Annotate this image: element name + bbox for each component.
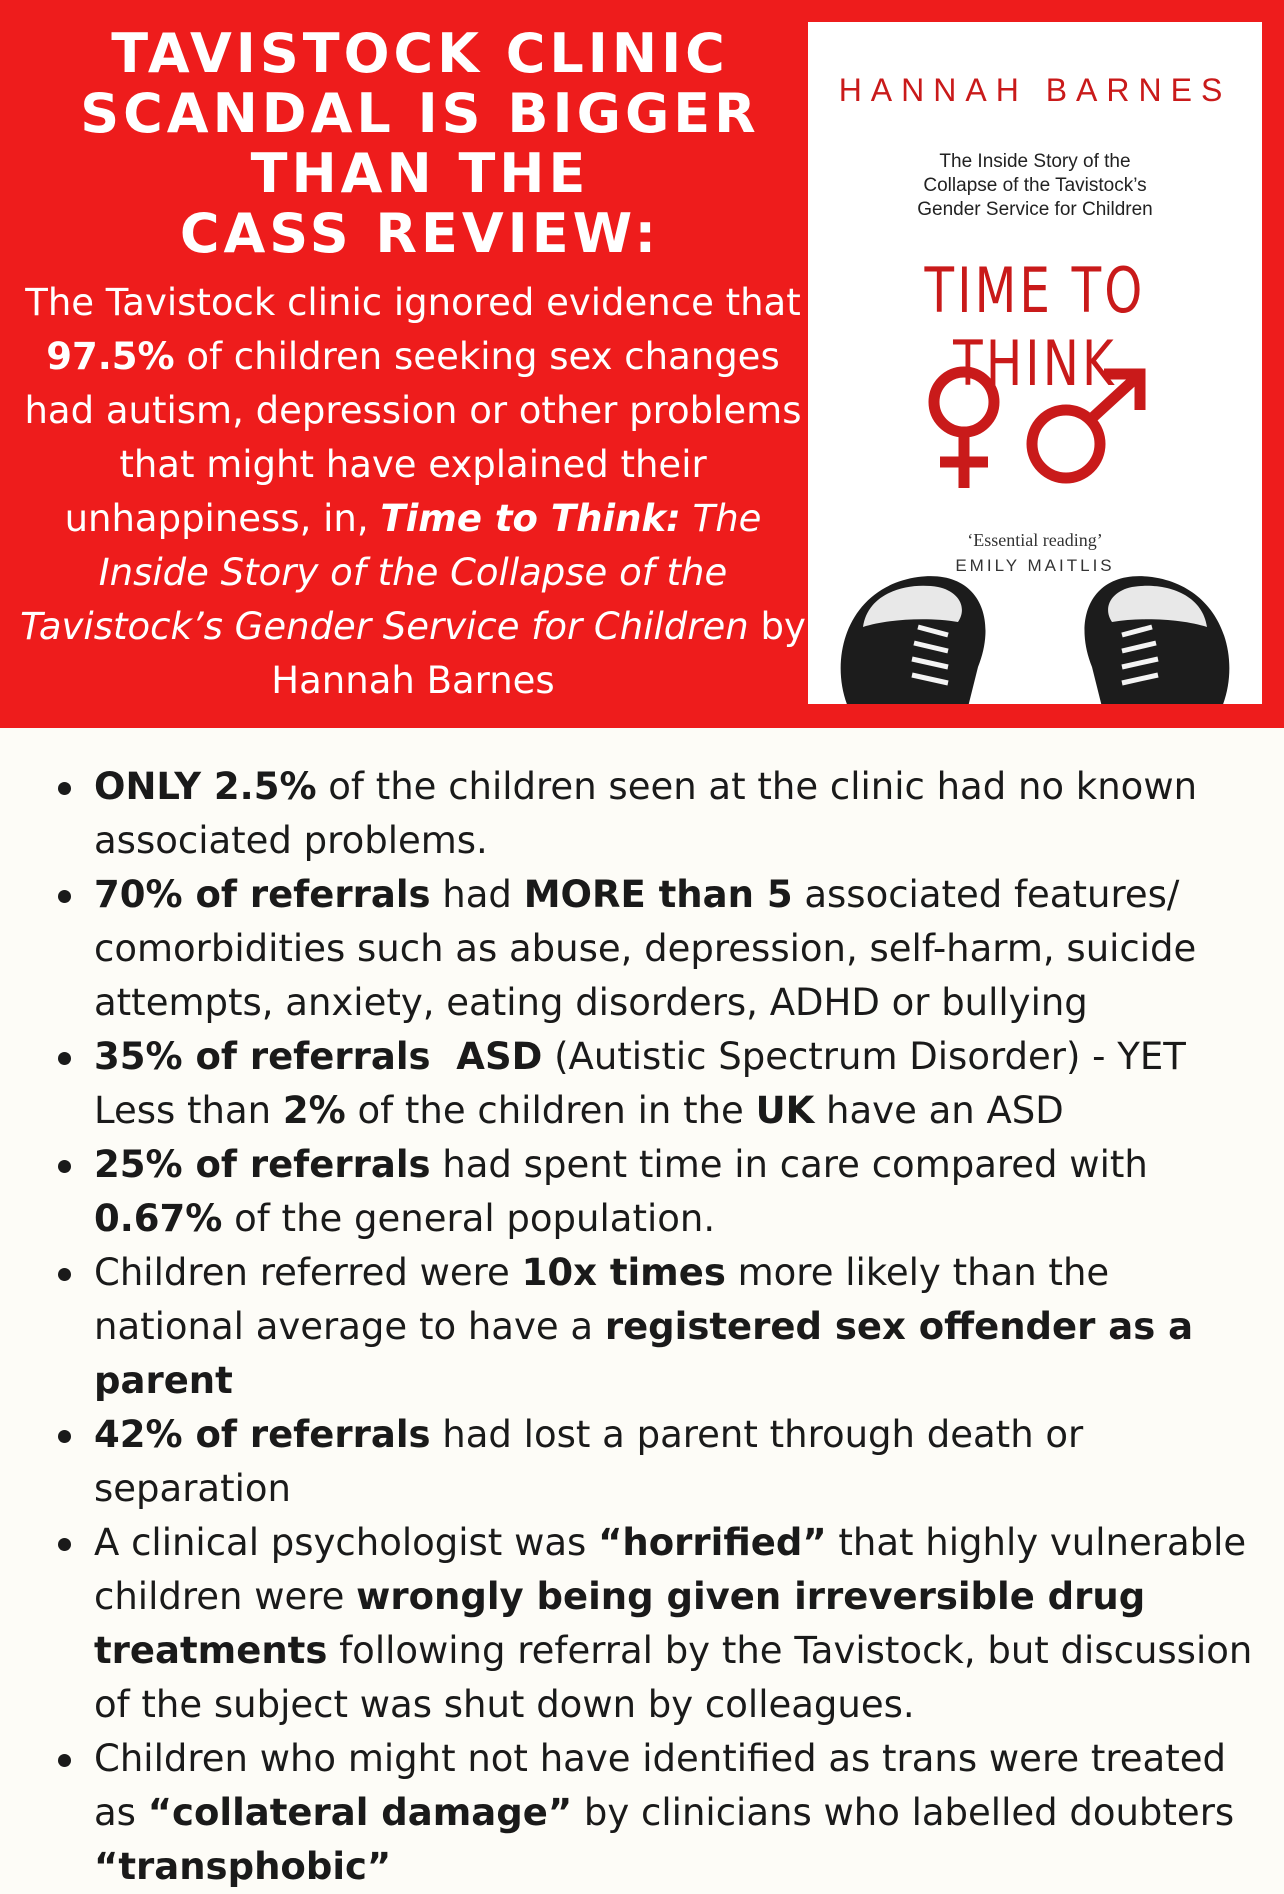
- fact-highlight: registered sex offender as a parent: [94, 1305, 1194, 1402]
- fact-highlight: 35% of referrals ASD: [94, 1035, 543, 1078]
- right-sneaker-icon: [1085, 576, 1230, 704]
- fact-text: associated features/ comorbidities such as abuse, depression, self-harm, suicide attempts, anxiety, eating disorders, ADHD or bullying: [94, 873, 1197, 1024]
- red-banner: [0, 0, 1284, 728]
- fact-text: Children who might not have identified as trans were treated as: [94, 1737, 1226, 1834]
- list-item: [48, 1516, 1258, 1732]
- list-item: [48, 1408, 1258, 1516]
- fact-highlight: ONLY 2.5%: [94, 765, 317, 808]
- fact-highlight: wrongly being given irreversible drug treatments: [94, 1575, 1146, 1672]
- headline-line-2: SCANDAL IS BIGGER: [80, 82, 760, 145]
- headline-line-3: THAN THE: [250, 142, 590, 205]
- fact-highlight: 25% of referrals: [94, 1143, 431, 1186]
- fact-text: A clinical psychologist was: [94, 1521, 599, 1564]
- book-author: HANNAH BARNES: [838, 72, 1232, 108]
- book-subtitle-line: Gender Service for Children: [917, 199, 1153, 220]
- list-item: [48, 760, 1258, 868]
- fact-text: had lost a parent through death or separation: [94, 1413, 1084, 1510]
- fact-highlight: MORE than 5: [523, 873, 793, 916]
- list-item: [48, 1138, 1258, 1246]
- intro-text: of children seeking sex changes had autism, depression or other problems that might have explained their unhappiness, in,: [24, 335, 802, 540]
- fact-highlight: “horrified”: [598, 1521, 827, 1564]
- book-cover: [808, 22, 1262, 704]
- headline-line-4: CASS REVIEW:: [179, 202, 661, 265]
- fact-text: by clinicians who labelled doubters: [572, 1791, 1235, 1834]
- fact-highlight: “transphobic”: [94, 1845, 392, 1888]
- facts-list: [48, 760, 1258, 1894]
- book-title-ref: Time to Think:: [380, 497, 681, 540]
- fact-highlight: 0.67%: [94, 1197, 223, 1240]
- intro-paragraph: [18, 276, 808, 708]
- fact-highlight: 2%: [282, 1089, 346, 1132]
- gender-symbols-icon: [918, 362, 1158, 492]
- book-subtitle-ref: The Inside Story of the Collapse of the Tavistock’s Gender Service for Children: [20, 497, 762, 648]
- endorsement-author: EMILY MAITLIS: [955, 556, 1115, 575]
- fact-highlight: 10x times: [521, 1251, 726, 1294]
- headline: [20, 24, 820, 264]
- sneakers-icon: [808, 547, 1262, 704]
- left-sneaker-icon: [841, 576, 986, 704]
- fact-text: Children referred were: [94, 1251, 522, 1294]
- fact-text: have an ASD: [814, 1089, 1064, 1132]
- list-item: [48, 1030, 1258, 1138]
- male-symbol-icon: [1032, 374, 1140, 478]
- headline-line-1: TAVISTOCK CLINIC: [111, 22, 729, 85]
- fact-text: of the children in the: [345, 1089, 756, 1132]
- fact-text: that highly vulnerable children were: [94, 1521, 1247, 1618]
- intro-stat: 97.5%: [46, 335, 175, 378]
- fact-highlight: 42% of referrals: [94, 1413, 431, 1456]
- book-title: TIME TO THINK: [924, 254, 1146, 400]
- fact-text: following referral by the Tavistock, but discussion of the subject was shut down by colleagues.: [94, 1629, 1253, 1726]
- book-subtitle-line: Collapse of the Tavistock’s: [923, 175, 1147, 196]
- endorsement-quote: ‘Essential reading’: [967, 530, 1103, 550]
- fact-text: had: [430, 873, 524, 916]
- fact-text: of the general population.: [222, 1197, 716, 1240]
- list-item: [48, 868, 1258, 1030]
- fact-highlight: 70% of referrals: [94, 873, 431, 916]
- fact-text: (Autistic Spectrum Disorder) - YET Less than: [94, 1035, 1186, 1132]
- fact-highlight: UK: [755, 1089, 815, 1132]
- list-item: [48, 1732, 1258, 1894]
- female-symbol-icon: [934, 372, 994, 488]
- fact-highlight: “collateral damage”: [147, 1791, 573, 1834]
- intro-author: by Hannah Barnes: [271, 605, 806, 702]
- book-subtitle: [848, 150, 1222, 222]
- fact-text: more likely than the national average to have a: [94, 1251, 1110, 1348]
- book-subtitle-line: The Inside Story of the: [939, 151, 1131, 172]
- fact-text: had spent time in care compared with: [430, 1143, 1148, 1186]
- fact-text: of the children seen at the clinic had no known associated problems.: [94, 765, 1198, 862]
- list-item: [48, 1246, 1258, 1408]
- intro-text: The Tavistock clinic ignored evidence that: [25, 281, 801, 324]
